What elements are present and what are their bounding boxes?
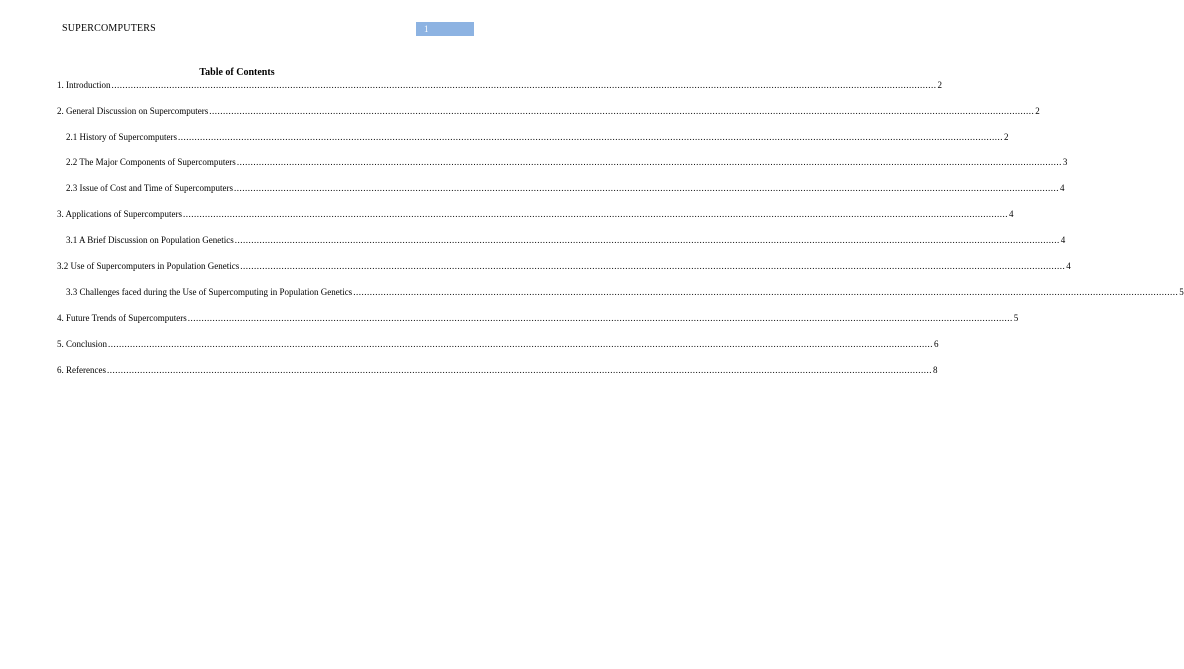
toc-entry-text: 5. Conclusion (57, 339, 108, 349)
toc-entry-page: 5 (1013, 313, 1019, 323)
toc-entry[interactable] (57, 106, 1040, 116)
toc-dot-leader: ............................................................................................................................................................................................................................................................................................................ (234, 183, 1059, 193)
toc-entry-text: 2. General Discussion on Supercomputers (57, 106, 209, 116)
toc-entry[interactable] (57, 80, 942, 90)
running-header-title: SUPERCOMPUTERS (62, 23, 156, 34)
toc-entry[interactable] (57, 261, 1071, 271)
toc-entry-text: 4. Future Trends of Supercomputers (57, 313, 187, 323)
toc-dot-leader: ............................................................................................................................................................................................................................................................................................................ (209, 106, 1035, 116)
toc-entry[interactable] (66, 235, 1066, 245)
toc-entry[interactable] (66, 132, 1009, 142)
toc-dot-leader: ............................................................................................................................................................................................................................................................................................................ (353, 287, 1179, 297)
toc-dot-leader: ............................................................................................................................................................................................................................................................................................................ (111, 80, 937, 90)
toc-entry-page: 3 (1062, 157, 1068, 167)
toc-dot-leader: ............................................................................................................................................................................................................................................................................................................ (236, 157, 1062, 167)
toc-entry-page: 4 (1060, 183, 1065, 193)
page-number-badge: 1 (416, 22, 474, 36)
toc-entry-text: 3.3 Challenges faced during the Use of Supercomputing in Population Genetics (66, 287, 353, 297)
toc-entry-text: 1. Introduction (57, 80, 111, 90)
toc-entry[interactable] (57, 365, 938, 375)
toc-entry-text: 3.1 A Brief Discussion on Population Genetics (66, 235, 234, 245)
toc-entry[interactable] (66, 183, 1065, 193)
toc-dot-leader: ............................................................................................................................................................................................................................................................................................................ (106, 365, 932, 375)
toc-entry[interactable] (57, 313, 1019, 323)
toc-dot-leader: ............................................................................................................................................................................................................................................................................................................ (234, 235, 1060, 245)
toc-entry-text: 2.1 History of Supercomputers (66, 132, 177, 142)
toc-entry-page: 2 (1003, 132, 1009, 142)
toc-dot-leader: ............................................................................................................................................................................................................................................................................................................ (177, 132, 1003, 142)
toc-dot-leader: ............................................................................................................................................................................................................................................................................................................ (182, 209, 1008, 219)
toc-entry[interactable] (57, 209, 1014, 219)
toc-entry-page: 4 (1008, 209, 1014, 219)
toc-entry-page: 4 (1066, 261, 1071, 271)
toc-entry[interactable] (66, 157, 1068, 167)
toc-entry-page: 2 (937, 80, 942, 90)
toc-entry-text: 2.3 Issue of Cost and Time of Supercomputers (66, 183, 233, 193)
toc-dot-leader: ............................................................................................................................................................................................................................................................................................................ (240, 261, 1066, 271)
toc-dot-leader: ............................................................................................................................................................................................................................................................................................................ (108, 339, 934, 349)
toc-heading: Table of Contents (199, 67, 275, 78)
toc-entry-text: 3. Applications of Supercomputers (57, 209, 182, 219)
toc-entry-page: 5 (1179, 287, 1184, 297)
toc-entry-text: 2.2 The Major Components of Supercomputers (66, 157, 236, 167)
toc-entry[interactable] (57, 339, 939, 349)
toc-entry-page: 6 (934, 339, 939, 349)
toc-entry-text: 6. References (57, 365, 106, 375)
toc-entry-page: 2 (1035, 106, 1040, 116)
toc-entry-page: 4 (1060, 235, 1066, 245)
toc-entry[interactable] (66, 287, 1184, 297)
toc-entry-page: 8 (932, 365, 938, 375)
toc-dot-leader: ............................................................................................................................................................................................................................................................................................................ (187, 313, 1013, 323)
toc-entry-text: 3.2 Use of Supercomputers in Population Genetics (57, 261, 240, 271)
